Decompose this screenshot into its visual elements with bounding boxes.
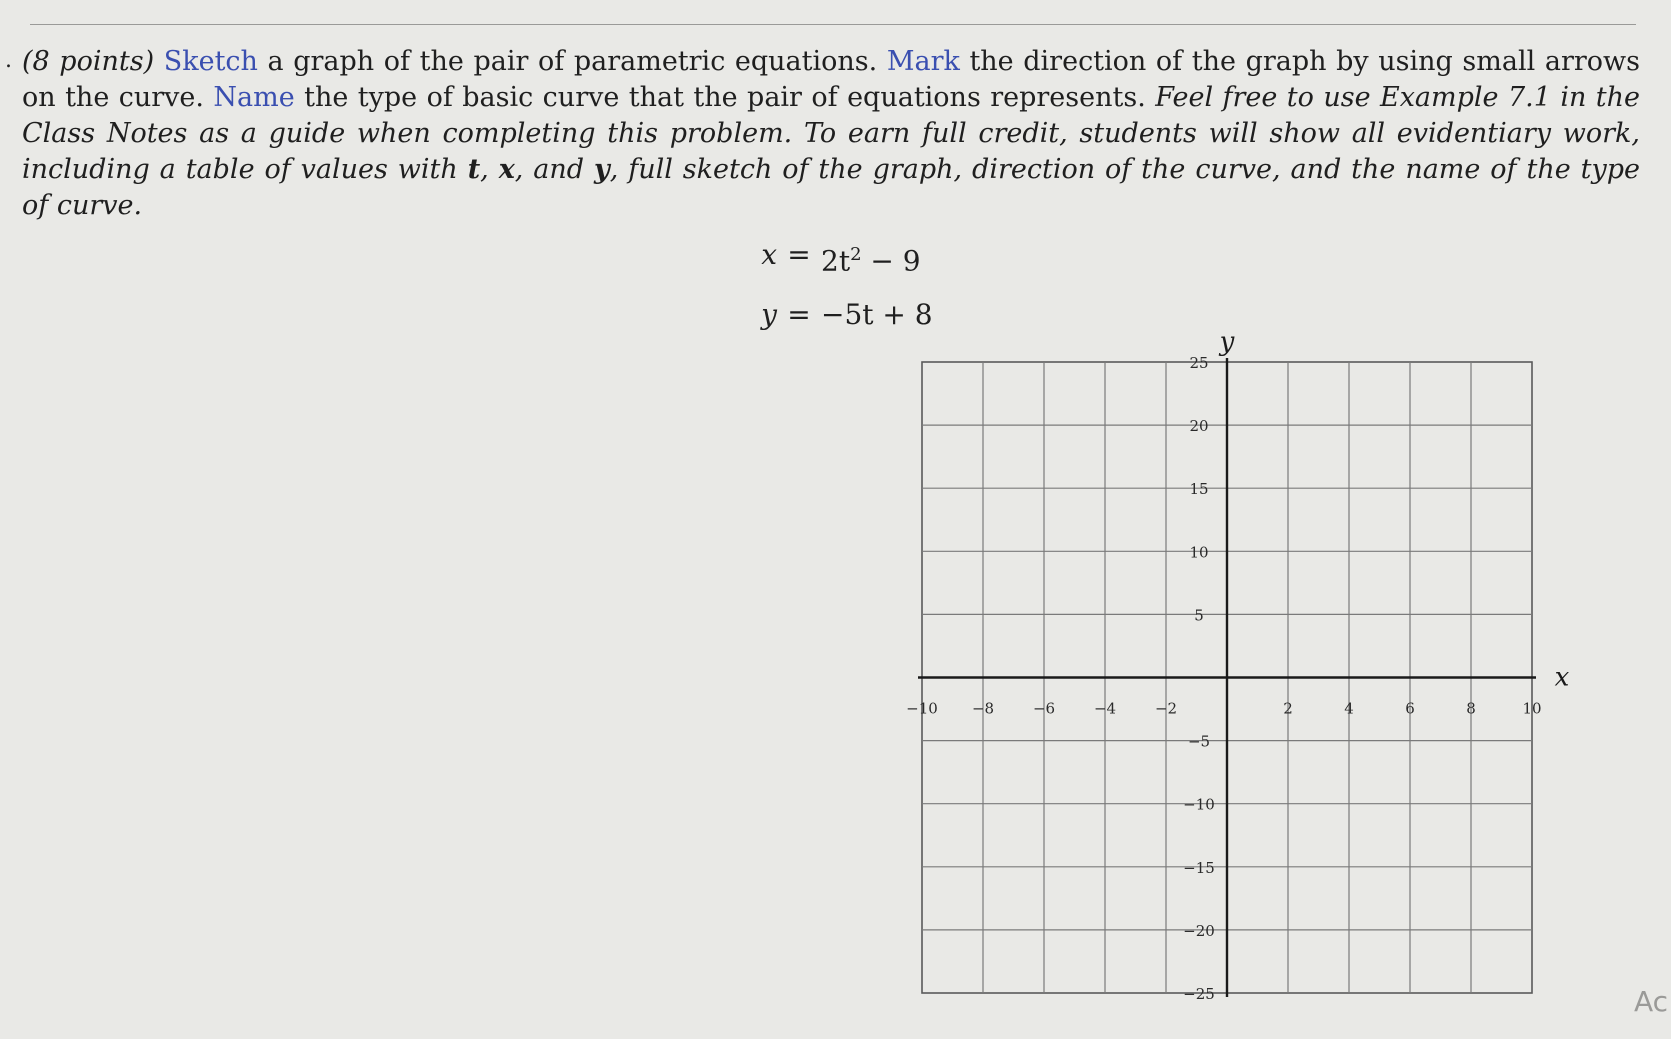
x-tick-label: −8 xyxy=(971,699,995,718)
equation-x-exponent: 2 xyxy=(850,244,862,265)
keyword-sketch: Sketch xyxy=(163,46,258,77)
x-axis-label: x xyxy=(1554,662,1570,693)
keyword-name: Name xyxy=(213,82,295,113)
equation-y-rhs: −5t + 8 xyxy=(821,298,933,332)
problem-comma-1: , xyxy=(480,154,499,185)
equation-x-rhs xyxy=(821,228,921,288)
problem-text-5: , full sketch of the graph, direction of the curve, and the name of the type of curve. xyxy=(22,154,1640,221)
equation-y-lhs: y xyxy=(761,298,777,332)
x-tick-label: −6 xyxy=(1032,699,1056,718)
list-bullet: . xyxy=(5,48,12,73)
problem-text-4: Feel free to use Example 7.1 in the Class Notes as a guide when completing this problem. To earn full credit, students will show all evidentiary work, including a table of values with xyxy=(22,82,1641,185)
y-tick-label: 25 xyxy=(1189,354,1209,372)
problem-text-1: a graph of the pair of parametric equations. xyxy=(257,46,887,77)
x-tick-label: −10 xyxy=(906,699,938,718)
x-tick-label: −4 xyxy=(1093,699,1117,718)
coordinate-grid-svg xyxy=(900,320,1630,1030)
top-rule xyxy=(30,24,1636,25)
x-tick-label: 2 xyxy=(1283,699,1293,718)
y-axis-label: y xyxy=(1219,327,1235,357)
equation-x-base: 2t xyxy=(821,244,851,278)
points-label: (8 points) xyxy=(22,46,155,77)
keyword-mark: Mark xyxy=(886,46,960,77)
y-tick-label: 20 xyxy=(1189,417,1209,436)
corner-overlay-text: Ac xyxy=(1634,985,1669,1018)
problem-comma-2: , and xyxy=(514,154,594,185)
equation-x-equals: = xyxy=(787,238,811,271)
y-tick-label: −15 xyxy=(1183,858,1215,877)
y-tick-label: 15 xyxy=(1189,480,1209,499)
x-tick-label: 6 xyxy=(1405,699,1415,718)
equation-x xyxy=(745,228,933,288)
coordinate-grid xyxy=(900,320,1630,1030)
equation-x-lhs: x xyxy=(761,238,777,271)
y-tick-label: 10 xyxy=(1189,543,1209,562)
problem-text-3: the type of basic curve that the pair of equations represents. xyxy=(294,82,1156,113)
y-tick-label: 5 xyxy=(1194,606,1204,625)
equation-y-equals: = xyxy=(787,298,811,332)
y-tick-label: −20 xyxy=(1183,921,1215,940)
x-tick-label: 10 xyxy=(1522,699,1542,718)
var-t: t xyxy=(467,154,481,185)
y-tick-label: −10 xyxy=(1183,795,1215,814)
x-tick-label: 8 xyxy=(1466,699,1476,718)
x-tick-label: 4 xyxy=(1344,699,1354,718)
problem-statement xyxy=(22,44,1640,224)
equation-x-tail: − 9 xyxy=(861,244,921,278)
problem-text-2: the direction of the graph by using small arrows on the curve. xyxy=(22,46,1640,113)
y-tick-label: −5 xyxy=(1187,732,1211,751)
x-tick-label: −2 xyxy=(1154,699,1178,718)
y-tick-label: −25 xyxy=(1183,985,1215,1003)
var-y: y xyxy=(594,154,610,185)
var-x: x xyxy=(498,154,515,185)
